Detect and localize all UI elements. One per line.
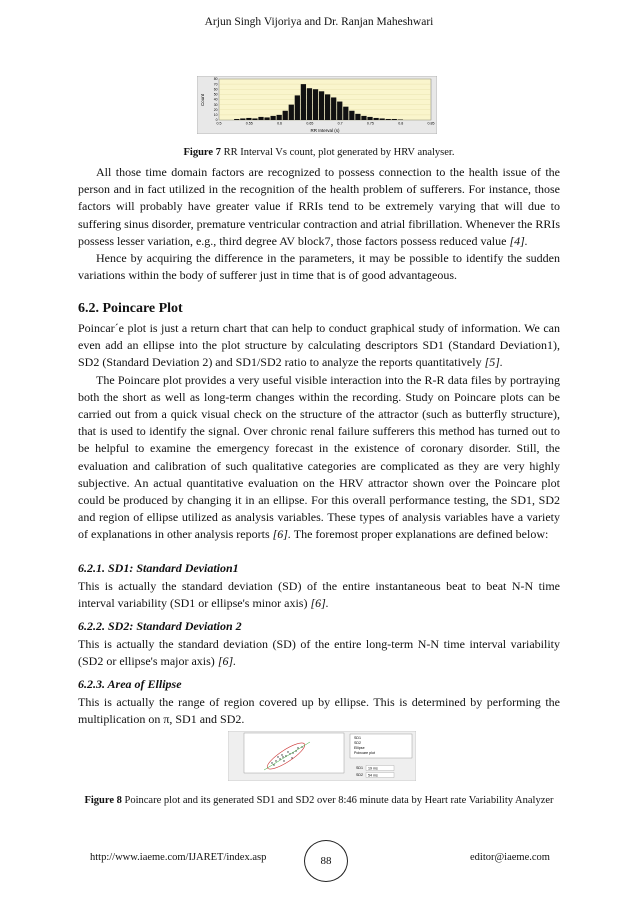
figure8-label: Figure 8 <box>84 795 122 806</box>
histogram-bar <box>283 111 288 120</box>
figure7-caption-text: RR Interval Vs count, plot generated by HRV analyser. <box>223 147 455 158</box>
legend-ellipse: Ellipse <box>354 746 365 750</box>
x-tick-label: 0.85 <box>427 121 435 126</box>
histogram-bar <box>319 91 324 120</box>
subsection-heading-6-2-2: 6.2.2. SD2: Standard Deviation 2 <box>78 619 242 633</box>
y-tick-label: 60 <box>213 87 218 92</box>
paragraph-2: Hence by acquiring the difference in the parameters, it may be possible to identify the sudden variations within the body of sufferer just in time that is of good advantageous. <box>78 251 560 283</box>
histogram-bar <box>301 84 306 120</box>
histogram-bar <box>331 97 336 120</box>
x-tick-label: 0.7 <box>337 121 343 126</box>
y-tick-label: 50 <box>213 92 218 97</box>
histogram-bar <box>289 105 294 120</box>
sd1-label: SD1 <box>356 766 363 770</box>
histogram-bar <box>337 102 342 120</box>
x-tick-label: 0.75 <box>366 121 374 126</box>
histogram-bar <box>367 117 372 120</box>
y-tick-label: 20 <box>213 107 218 112</box>
histogram-bar <box>380 118 385 120</box>
subsection-heading-6-2-3: 6.2.3. Area of Ellipse <box>78 677 182 691</box>
histogram-bar <box>361 116 366 120</box>
sd1-value: 19 ms <box>368 766 378 771</box>
histogram-bar <box>307 88 312 120</box>
citation: [6]. <box>272 527 291 542</box>
body-block-1 <box>78 164 560 284</box>
footer-email[interactable]: editor@iaeme.com <box>470 852 550 863</box>
figure7-label: Figure 7 <box>183 147 221 158</box>
histogram-bar <box>373 118 378 120</box>
y-tick-label: 70 <box>213 82 218 87</box>
poincare-plot-area <box>244 733 344 773</box>
y-tick-label: 80 <box>213 77 218 82</box>
y-tick-label: 0 <box>215 118 218 123</box>
citation: [6]. <box>310 596 329 611</box>
citation: [5]. <box>484 355 503 370</box>
x-tick-label: 0.65 <box>306 121 314 126</box>
histogram-bar <box>252 118 257 120</box>
sd2-value: 54 ms <box>368 773 378 778</box>
histogram-bar <box>325 94 330 120</box>
histogram-bar <box>277 115 282 120</box>
legend-sd2: SD2 <box>354 741 361 745</box>
subsection-text-6-2-1: This is actually the standard deviation (SD) of the entire instantaneous beat to beat N-N time interval variability (SD1 or ellipse's minor axis) [6]. <box>78 579 560 611</box>
histogram-bar <box>343 107 348 120</box>
histogram-bar <box>264 117 269 120</box>
y-tick-label: 30 <box>213 102 218 107</box>
histogram-bar <box>295 95 300 120</box>
histogram-bar <box>349 111 354 120</box>
y-tick-labels <box>214 77 218 122</box>
poincare-plot-figure <box>228 731 416 781</box>
y-tick-label: 40 <box>213 97 218 102</box>
paragraph-1: All those time domain factors are recognized to possess connection to the health issue of the person and in fact utilized in the recognition of the health problem of sufferers. For instance, those factors will probably have greater value if RRIs tend to be extremely varying that will due to suffering sinus disorder, premature ventricular contraction and atrial fibrillation. Whenever the RRIs possess lesser variation, e.g., third degree AV block7, those factors possess reduced value [4]. <box>78 165 560 248</box>
paragraph-3: Poincar´e plot is just a return chart that can help to conduct graphical study of information. We can even add an ellipse into the plot structure by calculating descriptors SD1 (Standard Deviation1), SD2 (Standard Deviation 2) and SD1/SD2 ratio to analyze the reports quantitatively [5]. <box>78 321 560 370</box>
legend-poincare: Poincare plot <box>354 751 375 755</box>
running-header: Arjun Singh Vijoriya and Dr. Ranjan Maheshwari <box>204 16 434 28</box>
sd2-label: SD2 <box>356 773 363 777</box>
figure7-caption <box>0 147 638 158</box>
x-axis-label: RR Interval (s) <box>310 128 340 133</box>
histogram-bar <box>258 117 263 120</box>
paragraph-4: The Poincare plot provides a very useful visible interaction into the R-R data files by portraying both the short as well as long-term changes within the recording. Study on Poincare plots can be carried out from a quick visual check on the structure of the attractor (such as butterfly structure), that is used to identify the signal. Over chronic renal failure sufferers this method has turned out to be helpful to examine the emergency forecast in the existence of coronary disorder. Still, the evaluation and calibration of such qualitative categories are complicated as they are very highly subjective. An actual quantitative evaluation on the HRV attractor shown over the Poincare plot could be produced by changing it in an ellipse. For this overall performance testing, the SD1, SD2 and region of ellipse utilized as analysis variables. These types of analysis variables have a variety of explanations in other analysis reports [6]. The foremost proper explanations are defined below: <box>78 372 560 542</box>
section-heading-6-2: 6.2. Poincare Plot <box>78 301 183 316</box>
x-tick-label: 0.55 <box>245 121 253 126</box>
histogram-bar <box>398 119 403 120</box>
histogram-bar <box>313 89 318 120</box>
y-axis-label: Count <box>200 93 205 107</box>
figure8-caption-text: Poincare plot and its generated SD1 and SD2 over 8:46 minute data by Heart rate Variability Analyzer <box>124 795 554 806</box>
histogram-bar <box>270 116 275 120</box>
histogram-bar <box>355 114 360 120</box>
y-tick-label: 10 <box>213 113 218 118</box>
histogram-bar <box>392 119 397 120</box>
footer-url[interactable]: http://www.iaeme.com/IJARET/index.asp <box>90 852 267 863</box>
x-tick-label: 0.5 <box>216 121 222 126</box>
subsection-text-6-2-3: This is actually the range of region covered up by ellipse. This is determined by performing the multiplication on π, SD1 and SD2. <box>78 695 560 727</box>
rr-interval-histogram <box>197 76 437 134</box>
legend-sd1: SD1 <box>354 736 361 740</box>
page-number: 88 <box>304 840 348 882</box>
histogram-bar <box>234 119 239 120</box>
histogram-bar <box>246 118 251 120</box>
body-block-2 <box>78 320 560 544</box>
histogram-bar <box>240 118 245 120</box>
histogram-bar <box>386 119 391 120</box>
figure8-caption <box>78 794 560 808</box>
subsection-heading-6-2-1: 6.2.1. SD1: Standard Deviation1 <box>78 561 239 575</box>
x-tick-label: 0.6 <box>277 121 283 126</box>
subsection-text-6-2-2: This is actually the standard deviation (SD) of the entire long-term N-N time interval variability (SD2 or ellipse's major axis) [6]. <box>78 637 560 669</box>
citation: [4]. <box>509 233 528 248</box>
x-tick-label: 0.8 <box>398 121 404 126</box>
citation: [6]. <box>217 654 237 669</box>
